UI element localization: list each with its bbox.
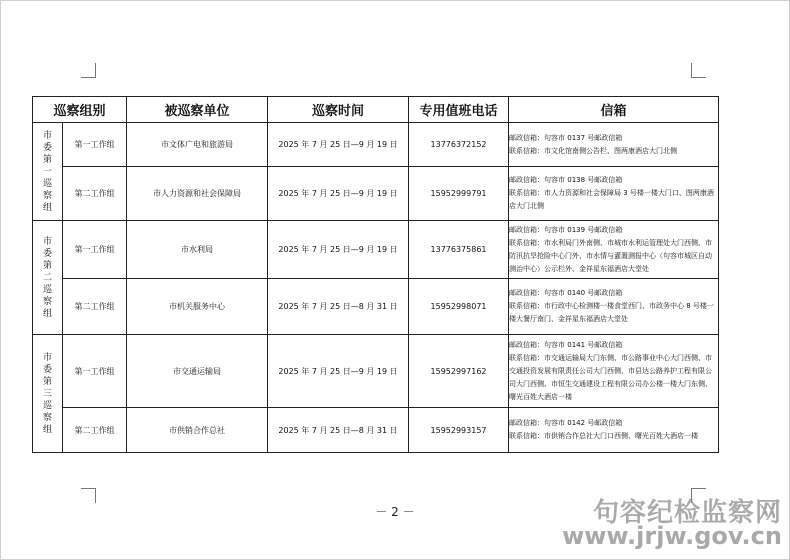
header-mailbox: 信箱 bbox=[509, 97, 719, 123]
header-unit: 被巡察单位 bbox=[127, 97, 268, 123]
postal-mailbox: 邮政信箱：句容市 0142 号邮政信箱 bbox=[509, 419, 623, 427]
team-cell: 第二工作组 bbox=[63, 408, 127, 453]
team-cell: 第二工作组 bbox=[63, 279, 127, 335]
phone-cell: 15952998071 bbox=[409, 279, 509, 335]
table-row bbox=[33, 408, 719, 453]
header-phone: 专用值班电话 bbox=[409, 97, 509, 123]
mailbox-cell bbox=[509, 167, 719, 221]
time-cell: 2025 年 7 月 25 日—8 月 31 日 bbox=[268, 408, 409, 453]
table-row bbox=[33, 335, 719, 408]
phone-cell: 15952997162 bbox=[409, 335, 509, 408]
phone-cell: 13776372152 bbox=[409, 123, 509, 167]
contact-mailbox: 联系信箱：市行政中心检测楼一楼食堂西门、市政务中心 8 号楼一楼大餐厅南门、金祥星东福酒店大堂处 bbox=[509, 302, 714, 323]
mailbox-cell bbox=[509, 279, 719, 335]
crop-mark-bottom-left bbox=[81, 488, 96, 503]
contact-mailbox: 联系信箱：市水利局门外南侧、市城市水利运管理处大门西侧、市防汛抗旱抢险中心门外、市水情与灌溉测报中心（句容市城区自动测治中心）公示栏外、金祥星东福酒店大堂处 bbox=[509, 238, 713, 273]
group-label: 市委第二巡察组 bbox=[33, 221, 63, 335]
unit-cell: 市水利局 bbox=[127, 221, 268, 279]
phone-cell: 15952999791 bbox=[409, 167, 509, 221]
unit-cell: 市人力资源和社会保障局 bbox=[127, 167, 268, 221]
postal-mailbox: 邮政信箱：句容市 0137 号邮政信箱 bbox=[509, 133, 623, 142]
mailbox-cell bbox=[509, 408, 719, 453]
crop-mark-top-left bbox=[81, 63, 96, 78]
unit-cell: 市机关服务中心 bbox=[127, 279, 268, 335]
time-cell: 2025 年 7 月 25 日—9 月 19 日 bbox=[268, 167, 409, 221]
group-label: 市委第一巡察组 bbox=[33, 123, 63, 221]
postal-mailbox: 邮政信箱：句容市 0138 号邮政信箱 bbox=[509, 176, 623, 184]
table-row bbox=[33, 279, 719, 335]
contact-mailbox: 联系信箱：市交通运输局大门东侧、市公路事业中心大门西侧、市交通投资发展有限责任公司大门西侧、市县达公路养护工程有限公司大门西侧、市恒生交通建设工程有限公司办公楼一楼大门东侧、曙光百姓大酒店一楼 bbox=[509, 353, 713, 401]
site-watermark-title: 句容纪检监察网 bbox=[592, 498, 782, 528]
table-row bbox=[33, 123, 719, 167]
time-cell: 2025 年 7 月 25 日—9 月 19 日 bbox=[268, 221, 409, 279]
time-cell: 2025 年 7 月 25 日—9 月 19 日 bbox=[268, 123, 409, 167]
unit-cell: 市供销合作总社 bbox=[127, 408, 268, 453]
mailbox-cell bbox=[509, 123, 719, 167]
team-cell: 第一工作组 bbox=[63, 221, 127, 279]
inspection-schedule-table bbox=[32, 96, 719, 453]
postal-mailbox: 邮政信箱：句容市 0140 号邮政信箱 bbox=[509, 289, 623, 297]
table-row bbox=[33, 167, 719, 221]
table-row bbox=[33, 221, 719, 279]
contact-mailbox: 联系信箱：市供销合作总社大门口西侧、曙光百姓大酒店一楼 bbox=[509, 432, 699, 440]
team-cell: 第二工作组 bbox=[63, 167, 127, 221]
header-group: 巡察组别 bbox=[33, 97, 127, 123]
contact-mailbox: 联系信箱：市人力资源和社会保障局 3 号楼一楼大门口、图两康酒店大门北侧 bbox=[509, 189, 714, 210]
team-cell: 第一工作组 bbox=[63, 335, 127, 408]
team-cell: 第一工作组 bbox=[63, 123, 127, 167]
time-cell: 2025 年 7 月 25 日—8 月 31 日 bbox=[268, 279, 409, 335]
site-watermark-url: www.jrjw.gov.cn bbox=[562, 522, 782, 550]
crop-mark-top-right bbox=[691, 63, 706, 78]
group-label: 市委第三巡察组 bbox=[33, 335, 63, 453]
page-number: － 2 － bbox=[375, 505, 415, 519]
mailbox-cell bbox=[509, 221, 719, 279]
unit-cell: 市文体广电和旅游局 bbox=[127, 123, 268, 167]
postal-mailbox: 邮政信箱：句容市 0139 号邮政信箱 bbox=[509, 225, 623, 234]
table-header-row bbox=[33, 97, 719, 123]
phone-cell: 15952993157 bbox=[409, 408, 509, 453]
unit-cell: 市交通运输局 bbox=[127, 335, 268, 408]
header-time: 巡察时间 bbox=[268, 97, 409, 123]
phone-cell: 13776375861 bbox=[409, 221, 509, 279]
contact-mailbox: 联系信箱：市文化馆南侧公告栏、图两康酒店大门北侧 bbox=[509, 146, 678, 155]
time-cell: 2025 年 7 月 25 日—9 月 19 日 bbox=[268, 335, 409, 408]
postal-mailbox: 邮政信箱：句容市 0141 号邮政信箱 bbox=[509, 340, 623, 349]
mailbox-cell bbox=[509, 335, 719, 408]
